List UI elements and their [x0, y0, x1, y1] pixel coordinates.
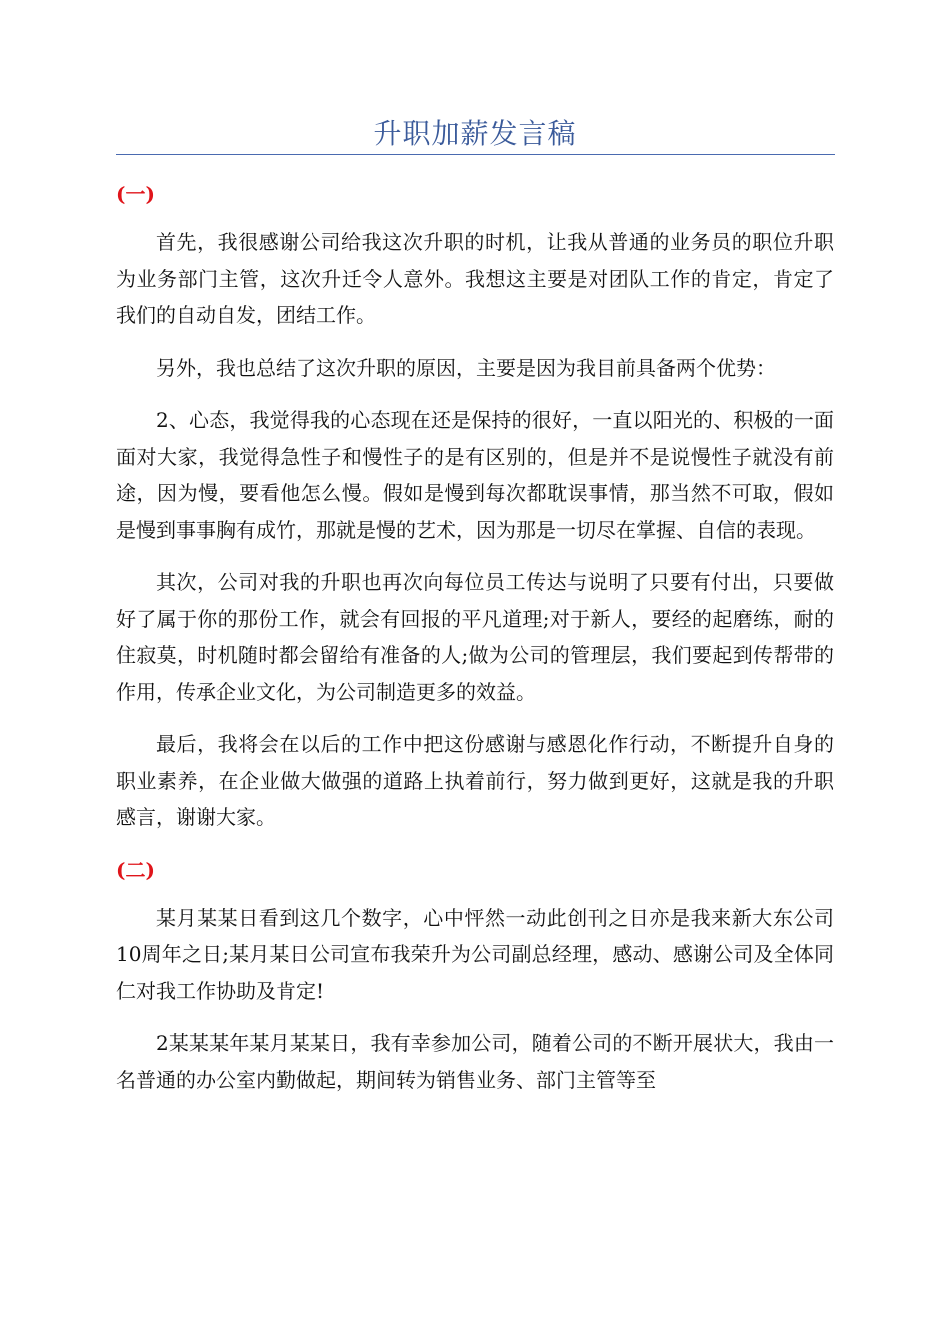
paragraph: 其次，公司对我的升职也再次向每位员工传达与说明了只要有付出，只要做好了属于你的那份工作，就会有回报的平凡道理;对于新人，要经的起磨练，耐的住寂莫，时机随时都会留给有准备的人;做为公司的管理层，我们要起到传帮带的作用，传承企业文化，为公司制造更多的效益。	[116, 570, 834, 704]
paragraph: 首先，我很感谢公司给我这次升职的时机，让我从普通的业务员的职位升职为业务部门主管，这次升迁令人意外。我想这主要是对团队工作的肯定，肯定了我们的自动自发，团结工作。	[116, 230, 834, 327]
section-heading: (二)	[116, 857, 155, 882]
paragraph: 另外，我也总结了这次升职的原因，主要是因为我目前具备两个优势：	[156, 355, 776, 380]
paragraph: 最后，我将会在以后的工作中把这份感谢与感恩化作行动，不断提升自身的职业素养，在企业做大做强的道路上执着前行，努力做到更好，这就是我的升职感言，谢谢大家。	[116, 732, 834, 829]
section-one	[116, 176, 834, 836]
section-two	[116, 852, 834, 1099]
title-divider	[116, 154, 835, 155]
paragraph: 2某某某年某月某某日，我有幸参加公司，随着公司的不断开展状大，我由一名普通的办公室内勤做起，期间转为销售业务、部门主管等至	[116, 1031, 834, 1092]
page-title: 升职加薪发言稿	[373, 117, 577, 150]
section-heading: (一)	[116, 182, 155, 206]
paragraph: 某月某某日看到这几个数字，心中怦然一动此创刊之日亦是我来新大东公司10周年之日;某月某日公司宣布我荣升为公司副总经理，感动、感谢公司及全体同仁对我工作协助及肯定!	[116, 905, 834, 1003]
document-body	[116, 176, 834, 1114]
paragraph: 2、心态，我觉得我的心态现在还是保持的很好，一直以阳光的、积极的一面面对大家，我觉得急性子和慢性子的是有区别的，但是并不是说慢性子就没有前途，因为慢，要看他怎么慢。假如是慢到每次都耽误事情，那当然不可取，假如是慢到事事胸有成竹，那就是慢的艺术，因为那是一切尽在掌握、自信的表现。	[116, 408, 834, 542]
